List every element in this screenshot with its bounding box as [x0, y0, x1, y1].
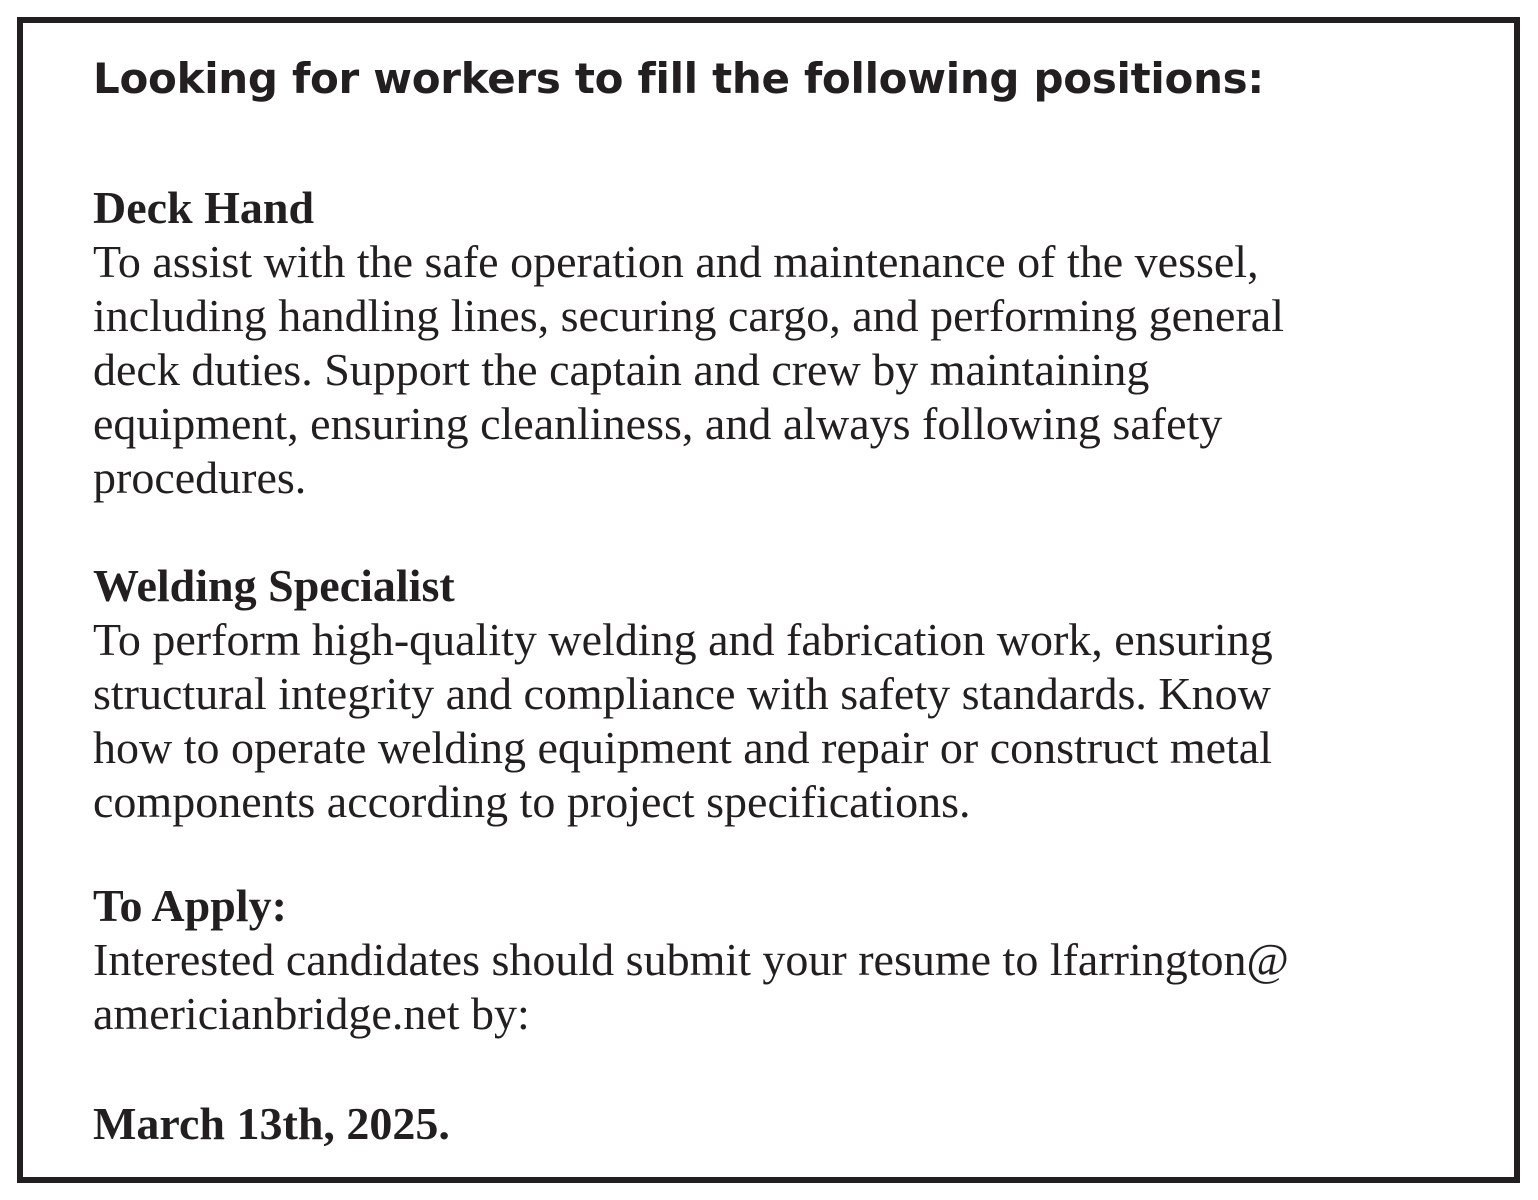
application-deadline: March 13th, 2025.	[93, 1098, 450, 1149]
deadline-section	[93, 1097, 1453, 1151]
position-welding-specialist	[93, 559, 1453, 829]
ad-headline: Looking for workers to fill the following positions:	[93, 54, 1264, 103]
job-ad-frame	[17, 17, 1520, 1183]
position-description-line: including handling lines, securing cargo, and performing general	[93, 290, 1284, 341]
position-description-line: deck duties. Support the captain and crew by maintaining	[93, 344, 1150, 395]
apply-section	[93, 879, 1453, 1041]
position-description-line: how to operate welding equipment and repair or construct metal	[93, 722, 1272, 773]
position-description-line: components according to project specifications.	[93, 776, 971, 827]
position-description-line: structural integrity and compliance with safety standards. Know	[93, 668, 1271, 719]
position-deck-hand	[93, 181, 1453, 505]
position-description-line: To perform high-quality welding and fabrication work, ensuring	[93, 614, 1273, 665]
apply-instructions-line: americianbridge.net by:	[93, 988, 530, 1039]
position-title: Welding Specialist	[93, 560, 455, 611]
apply-title: To Apply:	[93, 880, 287, 931]
position-description-line: To assist with the safe operation and maintenance of the vessel,	[93, 236, 1259, 287]
apply-instructions-line: Interested candidates should submit your resume to lfarrington@	[93, 934, 1289, 985]
position-description-line: equipment, ensuring cleanliness, and always following safety	[93, 398, 1223, 449]
position-description-line: procedures.	[93, 452, 307, 503]
position-title: Deck Hand	[93, 182, 315, 233]
